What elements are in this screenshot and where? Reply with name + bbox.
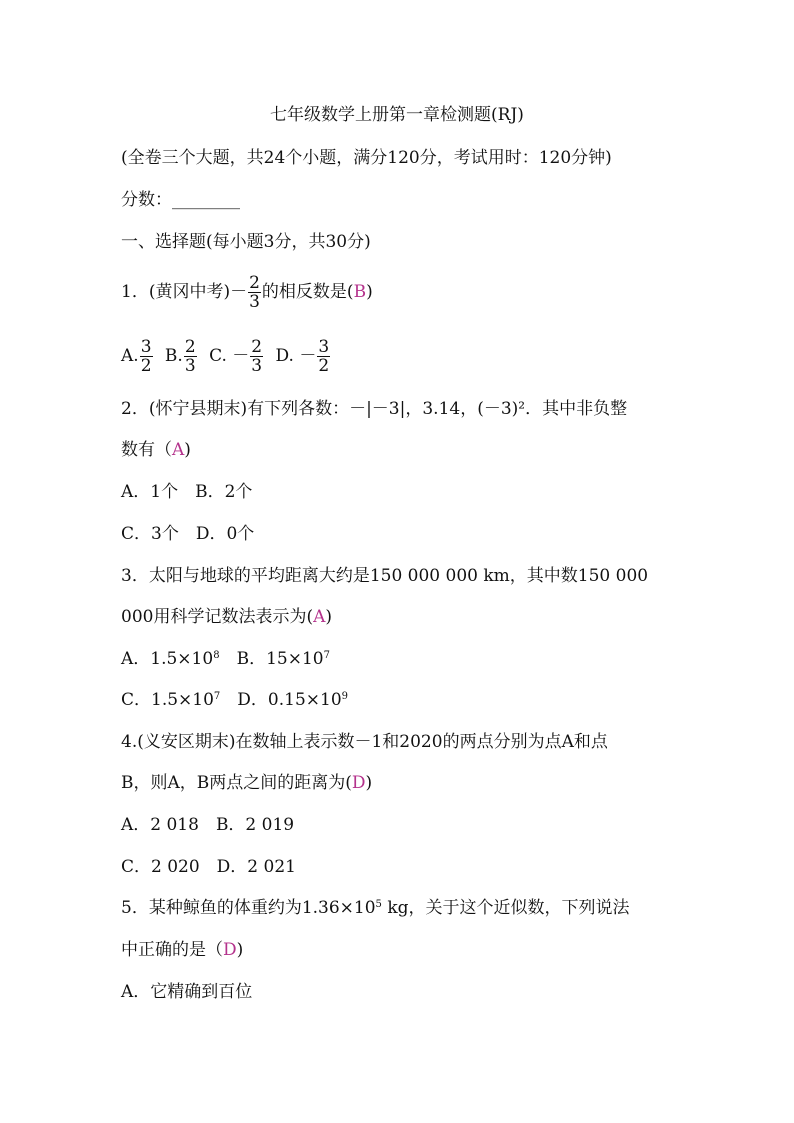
question-2-cont: 数有（A) (121, 440, 191, 460)
question-5: 5．某种鲸鱼的体重约为$1.36\times 10^5$ kg，关于这个近似数，下列说法 (121, 898, 630, 918)
question-4: 4.(义安区期末)在数轴上表示数－1和2020的两点分别为点A和点 (121, 732, 608, 752)
q2-options-2: C．3个 D．0个 (121, 524, 255, 544)
section-heading: 一、选择题(每小题3分，共30分) (121, 232, 371, 252)
exam-info: (全卷三个大题，共24个小题，满分120分，考试用时：120分钟) (121, 148, 612, 168)
answer: D (223, 940, 237, 960)
answer: D (351, 773, 366, 793)
q2-options-1: A．1个 B．2个 (121, 482, 253, 502)
option-d: D. － $\frac{3}{2}$ (275, 337, 330, 376)
question-3: 3．太阳与地球的平均距离大约是150 000 000 km，其中数150 000 (121, 566, 649, 586)
q1-stem-end: 的相反数是( (261, 282, 354, 302)
q4-options-2: C．2 020 D．2 021 (121, 857, 296, 877)
option-a: A. $\frac{3}{2}$ (121, 337, 152, 376)
q4-options-1: A．2 018 B．2 019 (121, 815, 295, 835)
option-c: C. － $\frac{2}{3}$ (209, 337, 263, 376)
fraction: $\frac{2}{3}$ (249, 273, 260, 312)
question-2: 2．(怀宁县期末)有下列各数：－|－3|，3.14，(－3)²．其中非负整 (121, 399, 628, 419)
option-b: B. $\frac{2}{3}$ (164, 337, 196, 376)
question-1: 1．(黄冈中考)－ $\frac{2}{3}$ 的相反数是(B) (121, 273, 373, 312)
q1-stem: 1．(黄冈中考)－ (121, 282, 248, 302)
q1-options (121, 336, 331, 376)
q3-options-1: A．$1.5\times 10^8$ B．$15\times 10^7$ (121, 649, 330, 669)
question-5-cont: 中正确的是（D) (121, 940, 244, 960)
answer: A (172, 440, 185, 460)
score-line: 分数：________ (121, 190, 240, 210)
question-4-cont: B，则A，B两点之间的距离为(D) (121, 773, 373, 793)
q5-options-1: A．它精确到百位 (121, 982, 253, 1002)
q3-options-2: C．$1.5\times 10^7$ D．$0.15\times 10^9$ (121, 690, 349, 710)
answer: B (353, 282, 367, 302)
question-3-cont: 000用科学记数法表示为(A) (121, 607, 333, 627)
answer: A (313, 607, 326, 627)
page-title: 七年级数学上册第一章检测题(RJ) (270, 105, 524, 125)
